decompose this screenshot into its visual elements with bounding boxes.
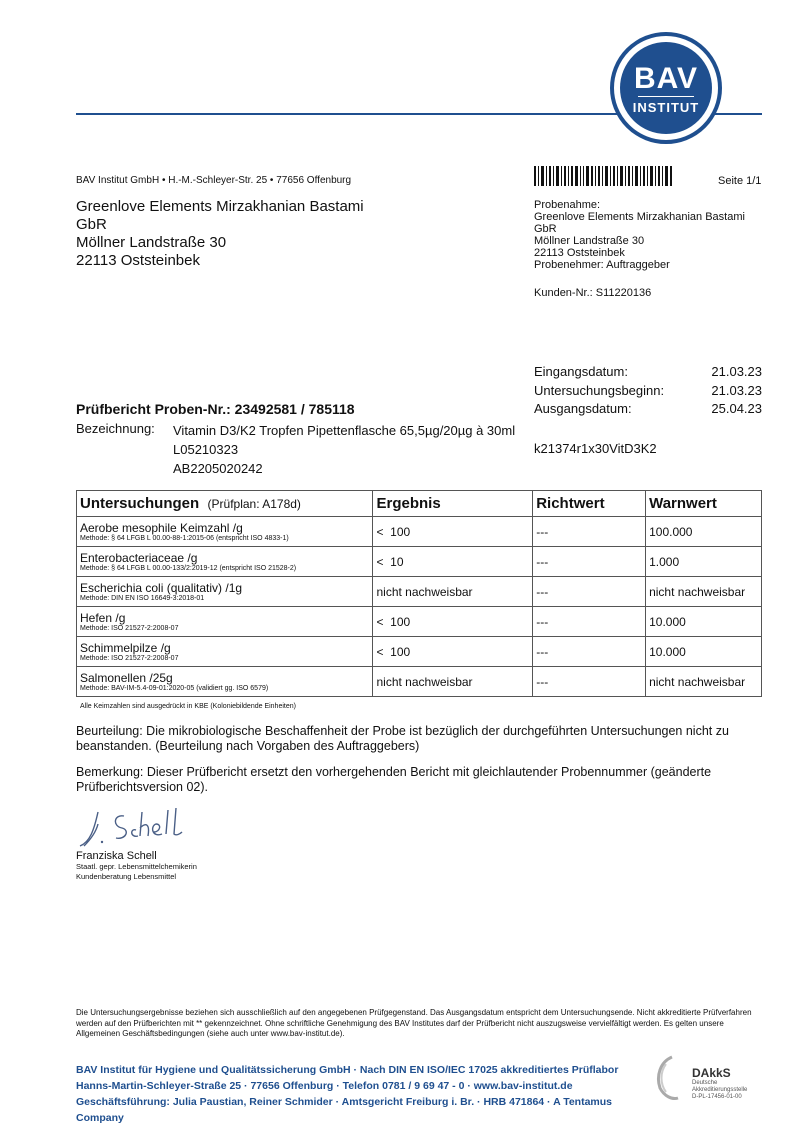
signer-title: Staatl. gepr. Lebensmittelchemikerin xyxy=(76,862,197,871)
signer-department: Kundenberatung Lebensmittel xyxy=(76,872,177,881)
logo-text-institut: INSTITUT xyxy=(632,100,700,115)
bezeichnung-value: Vitamin D3/K2 Tropfen Pipettenflasche 65,5µg/20µg à 30ml L05210323 AB2205020242 xyxy=(173,423,516,476)
table-row: Aerobe mesophile Keimzahl /g Methode: § 64 LFGB L 00.00-88-1:2015-06 (entspricht ISO 4833-1) < 100 --- 100.000 xyxy=(77,517,762,547)
table-row: Salmonellen /25g Methode: BAV-IM-5.4-09-01:2020-05 (validiert gg. ISO 6579) nicht nachweisbar --- nicht nachweisbar xyxy=(77,667,762,697)
results-table xyxy=(76,490,762,697)
disclaimer: Die Untersuchungsergebnisse beziehen sich ausschließlich auf den angegebenen Prüfgegenstand. Das Ausgangsdatum entspricht dem Untersuchungsende. Nicht akkreditierte Prüfverfahren werden auf den Prüfberichten mit ** gekennzeichnet. Ohne schriftliche Genehmigung des BAV Institutes darf der Prüfbericht nicht auszugsweise vervielfältigt werden. Es gelten unsere Allgemeinen Geschäftsbedingungen (siehe auch unter www.bav-institut.de). xyxy=(76,1008,752,1038)
table-note: Alle Keimzahlen sind ausgedrückt in KBE (Koloniebildende Einheiten) xyxy=(80,703,296,710)
date-eingang: Eingangsdatum: 21.03.23 xyxy=(534,364,762,379)
table-header-row xyxy=(77,491,762,517)
date-ausgang: Ausgangsdatum: 25.04.23 xyxy=(534,401,762,416)
header-warnwert: Warnwert xyxy=(646,491,762,517)
page-number: Seite 1/1 xyxy=(718,175,762,187)
barcode xyxy=(534,166,672,186)
recipient-address: Greenlove Elements Mirzakhanian Bastami GbR Möllner Landstraße 30 22113 Oststeinbek xyxy=(76,198,364,269)
footer-info: BAV Institut für Hygiene und Qualitätssicherung GmbH · Nach DIN EN ISO/IEC 17025 akkreditiertes Prüflabor Hanns-Martin-Schleyer-Straße 25 · 77656 Offenburg · Telefon 0781 / 9 69 47 - 0 · www.bav-institut.de Geschäftsführung: Julia Paustian, Reiner Schmider · Amtsgericht Freiburg i. Br. · HRB 471864 · A Tentamus Company xyxy=(76,1064,619,1124)
header-untersuchungen: Untersuchungen (Prüfplan: A178d) xyxy=(77,491,373,517)
sender-line: BAV Institut GmbH • H.-M.-Schleyer-Str. 25 • 77656 Offenburg xyxy=(76,175,352,186)
probenahme-block: Probenahme: Greenlove Elements Mirzakhanian Bastami GbR Möllner Landstraße 30 22113 Oststeinbek Probenehmer: Auftraggeber xyxy=(534,199,745,271)
table-row: Schimmelpilze /g Methode: ISO 21527-2:2008-07 < 100 --- 10.000 xyxy=(77,637,762,667)
date-untersuchungsbeginn: Untersuchungsbeginn: 21.03.23 xyxy=(534,383,762,398)
kunden-nr: Kunden-Nr.: S11220136 xyxy=(534,287,652,299)
article-code: k21374r1x30VitD3K2 xyxy=(534,441,657,456)
header-ergebnis: Ergebnis xyxy=(373,491,533,517)
header-richtwert: Richtwert xyxy=(533,491,646,517)
dakks-seal: DAkkS Deutsche Akkreditierungsstelle D-PL-17456-01-00 xyxy=(652,1052,762,1107)
table-row: Escherichia coli (qualitativ) /1g Methode: DIN EN ISO 16649-3:2018-01 nicht nachweisbar --- nicht nachweisbar xyxy=(77,577,762,607)
beurteilung: Beurteilung: Die mikrobiologische Beschaffenheit der Probe ist bezüglich der durchgeführten Untersuchungen nicht zu beanstanden. (Beurteilung nach Vorgaben des Auftraggebers) xyxy=(76,724,729,753)
table-row: Hefen /g Methode: ISO 21527-2:2008-07 < 100 --- 10.000 xyxy=(77,607,762,637)
dakks-mark-icon xyxy=(652,1054,692,1102)
signer-name: Franziska Schell xyxy=(76,850,157,862)
handwritten-signature xyxy=(76,802,196,852)
bav-institut-logo xyxy=(610,32,722,144)
logo-text-bav: BAV xyxy=(633,62,699,95)
report-title: Prüfbericht Proben-Nr.: 23492581 / 785118 xyxy=(76,401,355,417)
bezeichnung-label: Bezeichnung: xyxy=(76,421,155,436)
bemerkung: Bemerkung: Dieser Prüfbericht ersetzt den vorhergehenden Bericht mit gleichlautender Probennummer (geänderte Prüfberichtsversion 02). xyxy=(76,765,712,794)
table-row: Enterobacteriaceae /g Methode: § 64 LFGB L 00.00-133/2:2019-12 (entspricht ISO 21528-2) < 10 --- 1.000 xyxy=(77,547,762,577)
